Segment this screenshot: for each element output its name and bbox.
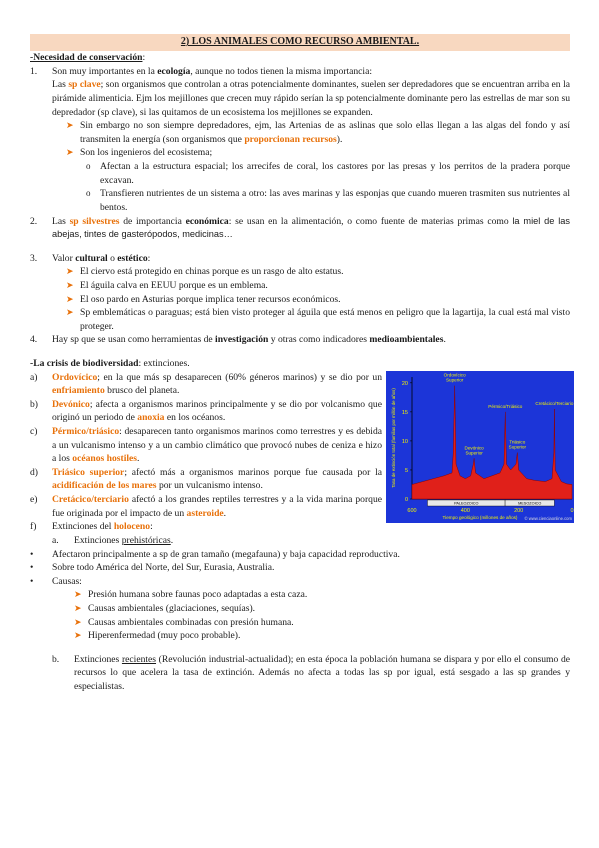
list-item: a) Ordovícico; en la que más sp desaparecen (60% géneros marinos) y se dio por un enfriamiento brusco del planeta. <box>30 371 382 397</box>
peak-label: Ordovícico <box>443 372 466 378</box>
arrow-bullet-icon: ➤ <box>66 279 74 290</box>
list-item: ➤ Causas ambientales combinadas con presión humana. <box>74 616 294 628</box>
y-axis-label: Tasa de extinción total (familias por millón de años) <box>391 388 396 488</box>
y-tick-label: 0 <box>404 496 408 503</box>
arrow-bullet-icon: ➤ <box>66 266 74 277</box>
list-item: d) Triásico superior; afectó más a organismos marinos porque fue causada por la acidificación de los mares por un vulcanismo intenso. <box>30 466 383 492</box>
era-label: PALEOZOICO <box>454 501 479 506</box>
x-tick-label: 0 <box>570 507 574 514</box>
arrow-bullet-icon: ➤ <box>66 120 74 131</box>
y-tick-label: 20 <box>401 380 408 387</box>
x-tick-label: 200 <box>514 507 524 514</box>
section-crisis <box>30 357 574 694</box>
circle-bullet-icon: o <box>86 188 91 199</box>
list-item: ➤ El ciervo está protegido en chinas porque es un rasgo de alto estatus. <box>66 266 344 278</box>
peak-label: Cretácico/Terciario <box>535 400 574 406</box>
page <box>30 34 574 694</box>
list-item: • Afectaron principalmente a sp de gran tamaño (megafauna) y baja capacidad reproductiva. <box>30 548 400 560</box>
y-tick-label: 15 <box>401 409 408 416</box>
x-axis-label: Tiempo geológico (millones de años) <box>442 514 518 520</box>
peak-label: Superior <box>445 377 464 383</box>
list-item: 4. Hay sp que se usan como herramientas de investigación y otras como indicadores medioambientales. <box>30 334 446 346</box>
arrow-bullet-icon: ➤ <box>66 293 74 304</box>
list-item: ➤ El oso pardo en Asturias porque implica tener recursos económicos. <box>66 293 341 305</box>
list-item: f) Extinciones del holoceno: <box>30 521 153 533</box>
list-item: • Causas: <box>30 575 82 587</box>
list-item: b) Devónico; afecta a organismos marinos principalmente y se dio por volcanismo que originó un periodo de anoxia en los océanos. <box>30 398 382 424</box>
x-tick-label: 400 <box>460 507 470 514</box>
list-item: b. Extinciones recientes (Revolución industrial-actualidad); en esta época la población humana se dispara y por ello el consumo de recursos lo que acelera la tasa de extinción. Además no afecta a todas las sp por igual, está sesgado a las sp grandes y especialistas. <box>52 653 571 692</box>
arrow-bullet-icon: ➤ <box>66 147 74 158</box>
peak-label: Triásico <box>509 439 526 445</box>
arrow-bullet-icon: ➤ <box>74 616 82 627</box>
peak-label: Pérmico/Triásico <box>488 403 523 409</box>
extinction-rate-chart <box>386 371 574 523</box>
list-item: ➤ Causas ambientales (glaciaciones, sequías). <box>74 602 256 614</box>
era-label: MESOZOICO <box>518 501 542 506</box>
list-item: 1. Son muy importantes en la ecología, aunque no todos tienen la misma importancia: <box>30 65 373 77</box>
list-item: ➤ Presión humana sobre faunas poco adaptadas a esta caza. <box>74 589 308 601</box>
page-title: 2) LOS ANIMALES COMO RECURSO AMBIENTAL. <box>30 34 570 51</box>
chart-watermark: © www.cienciaonline.com <box>524 515 572 521</box>
list-item: ➤ Sp emblemáticas o paraguas; está bien visto proteger al águila que está menos en peligro que la lagartija, la cual está mal visto proteger. <box>66 307 570 332</box>
circle-bullet-icon: o <box>86 161 91 172</box>
arrow-bullet-icon: ➤ <box>74 602 82 613</box>
list-item: • Sobre todo América del Norte, del Sur, Eurasia, Australia. <box>30 562 275 574</box>
peak-label: Superior <box>465 450 483 456</box>
list-item: o Afectan a la estructura espacial; los arrecifes de coral, los castores por las presas y los perritos de la pradera porque excavan. <box>86 161 570 186</box>
list-item: a. Extinciones prehistóricas. <box>52 534 174 546</box>
list-item: ➤ Son los ingenieros del ecosistema; <box>66 147 213 159</box>
y-tick-label: 10 <box>401 438 408 445</box>
paragraph-sp-clave: Las sp clave; son organismos que controlan a otras potencialmente dominantes, suelen ser depredadores que se encuentran arriba en la pirámide alimenticia. Ejm los mejillones que crecen muy rápido serían la sp potencialmente dominante pero las estrellas de mar son su depredador (sp clave), si las quitamos de un ecosistema los mejillones se expanden. <box>52 79 570 118</box>
list-item: 2. Las sp silvestres de importancia económica: se usan en la alimentación, o como fuente de materias primas como la miel de las abejas, tintes de gasterópodos, medicinas… <box>30 215 570 240</box>
list-item: ➤ El águila calva en EEUU porque es un emblema. <box>66 279 268 291</box>
x-tick-label: 600 <box>407 507 417 514</box>
arrow-bullet-icon: ➤ <box>74 589 82 600</box>
section-heading-conservacion: -Necesidad de conservación: <box>30 52 146 64</box>
y-tick-label: 5 <box>404 467 408 474</box>
bullet-icon: • <box>30 548 34 560</box>
arrow-bullet-icon: ➤ <box>66 307 74 318</box>
peak-label: Devónico <box>464 445 484 451</box>
list-item: ➤ Sin embargo no son siempre depredadores, ejm, las Artenias de as aslinas que solo ellas llegan a las algas del fondo y así transmiten la energía (son organismos que proporcionan recursos). <box>66 120 570 145</box>
list-item: o Transfieren nutrientes de un sistema a otro: las aves marinas y las esponjas que cuando mueren trasmiten sus nutrientes al bentos. <box>86 188 570 213</box>
peak-label: Superior <box>508 444 527 450</box>
arrow-bullet-icon: ➤ <box>74 630 82 641</box>
list-item: 3. Valor cultural o estético: <box>30 252 151 264</box>
list-item: ➤ Hiperenfermedad (muy poco probable). <box>74 630 241 642</box>
list-item: c) Pérmico/triásico: desaparecen tanto organismos marinos como terrestres y es debida a un vulcanismo intenso y a un cambio climático que provocó nubes de ceniza e hizo a los océanos hostiles. <box>30 426 382 465</box>
section-heading-crisis: -La crisis de biodiversidad: extinciones. <box>30 357 190 369</box>
list-item: e) Cretácico/terciario afectó a los grandes reptiles terrestres y a la vida marina porque fue originada por el impacto de un asteroide. <box>30 494 382 519</box>
bullet-icon: • <box>30 562 34 574</box>
bullet-icon: • <box>30 575 34 587</box>
